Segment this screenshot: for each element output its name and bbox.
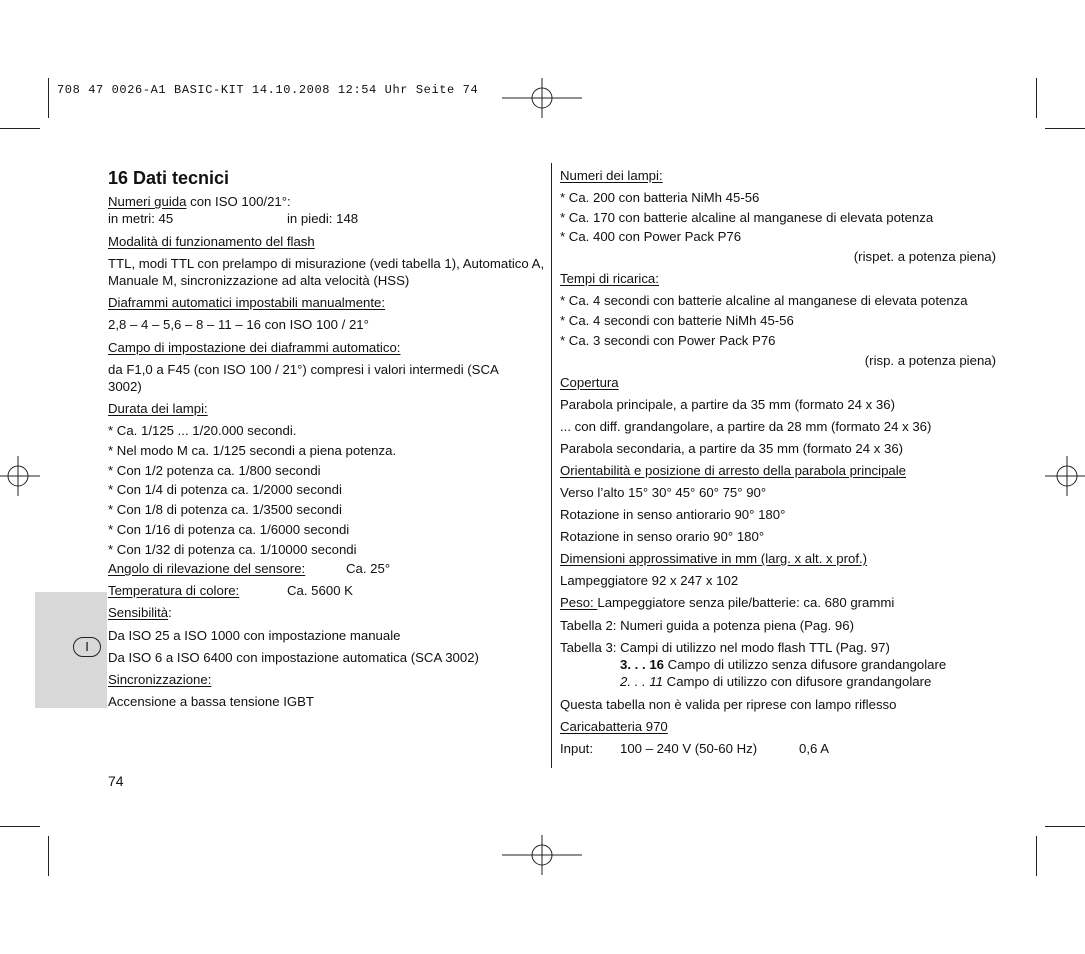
coverage-3: Parabola secondaria, a partire da 35 mm (formato 24 x 36) bbox=[560, 441, 904, 456]
guide-number-line bbox=[108, 194, 291, 210]
duration-heading: Durata dei lampi: bbox=[108, 401, 208, 416]
guide-number-label: Numeri guida bbox=[108, 194, 187, 209]
range-b-number: 2. . . 11 bbox=[620, 674, 664, 689]
range-a-text: Campo di utilizzo senza difusore grandangolare bbox=[664, 657, 947, 672]
registration-mark-top bbox=[502, 78, 582, 118]
aperture-range-2: 3002) bbox=[108, 379, 142, 394]
page-number: 74 bbox=[108, 773, 124, 789]
flash-count-item: * Ca. 400 con Power Pack P76 bbox=[560, 229, 742, 244]
modes-text-2: Manuale M, sincronizzazione ad alta velocità (HSS) bbox=[108, 273, 410, 288]
duration-item: * Nel modo M ca. 1/125 secondi a piena potenza. bbox=[108, 443, 397, 458]
sensitivity-label: Sensibilità bbox=[108, 605, 169, 620]
guide-feet: in piedi: 148 bbox=[287, 211, 359, 226]
recycle-item: * Ca. 4 secondi con batterie NiMh 45-56 bbox=[560, 313, 794, 328]
input-amperage: 0,6 A bbox=[799, 741, 830, 756]
bounce-note: Questa tabella non è valida per riprese con lampo riflesso bbox=[560, 697, 897, 712]
registration-mark-right bbox=[1045, 456, 1085, 496]
recycle-item: * Ca. 4 secondi con batterie alcaline al manganese di elevata potenza bbox=[560, 293, 968, 308]
input-value: 100 – 240 V (50-60 Hz) bbox=[620, 741, 758, 756]
coverage-2: ... con diff. grandangolare, a partire da 28 mm (formato 24 x 36) bbox=[560, 419, 932, 434]
weight-value: Lampeggiatore senza pile/batterie: ca. 680 grammi bbox=[597, 595, 895, 610]
language-badge: I bbox=[73, 637, 101, 657]
registration-mark-left bbox=[0, 456, 40, 496]
table-2-ref: Tabella 2: Numeri guida a potenza piena (Pag. 96) bbox=[560, 618, 854, 633]
registration-mark-bottom bbox=[502, 835, 582, 875]
page-title: 16 Dati tecnici bbox=[108, 168, 230, 188]
duration-item: * Con 1/8 di potenza ca. 1/3500 secondi bbox=[108, 502, 342, 517]
column-divider bbox=[551, 163, 552, 768]
modes-heading: Modalità di funzionamento del flash bbox=[108, 234, 315, 249]
table-3-range-b bbox=[620, 674, 931, 690]
sensor-angle-value: Ca. 25° bbox=[346, 561, 391, 576]
weight-line bbox=[560, 595, 894, 611]
dimensions-heading: Dimensioni approssimative in mm (larg. x alt. x prof.) bbox=[560, 551, 868, 566]
recycle-heading: Tempi di ricarica: bbox=[560, 271, 659, 286]
dimensions-value: Lampeggiatore 92 x 247 x 102 bbox=[560, 573, 739, 588]
crop-mark bbox=[1045, 826, 1085, 827]
aperture-range-heading: Campo di impostazione dei diaframmi automatico: bbox=[108, 340, 401, 355]
sensitivity-2: Da ISO 6 a ISO 6400 con impostazione automatica (SCA 3002) bbox=[108, 650, 479, 665]
orientation-3: Rotazione in senso orario 90° 180° bbox=[560, 529, 765, 544]
flash-count-item: * Ca. 200 con batteria NiMh 45-56 bbox=[560, 190, 760, 205]
weight-label: Peso: bbox=[560, 595, 598, 610]
charger-heading: Caricabatteria 970 bbox=[560, 719, 668, 734]
guide-meters: in metri: 45 bbox=[108, 211, 174, 226]
sensitivity-colon: : bbox=[168, 605, 172, 620]
input-label: Input: bbox=[560, 741, 593, 756]
color-temp-value: Ca. 5600 K bbox=[287, 583, 353, 598]
range-a-number: 3. . . 16 bbox=[620, 657, 664, 672]
coverage-heading: Copertura bbox=[560, 375, 619, 390]
coverage-1: Parabola principale, a partire da 35 mm (formato 24 x 36) bbox=[560, 397, 895, 412]
sync-value: Accensione a bassa tensione IGBT bbox=[108, 694, 314, 709]
flash-count-item: * Ca. 170 con batterie alcaline al manganese di elevata potenza bbox=[560, 210, 934, 225]
duration-item: * Con 1/2 potenza ca. 1/800 secondi bbox=[108, 463, 321, 478]
sync-heading: Sincronizzazione: bbox=[108, 672, 212, 687]
range-b-text: Campo di utilizzo con difusore grandangolare bbox=[663, 674, 932, 689]
guide-number-rest: con ISO 100/21°: bbox=[186, 194, 291, 209]
table-3-range-a bbox=[620, 657, 946, 673]
recycle-note: (risp. a potenza piena) bbox=[864, 353, 996, 368]
aperture-heading: Diaframmi automatici impostabili manualmente: bbox=[108, 295, 386, 310]
crop-mark bbox=[1036, 78, 1037, 118]
sensitivity-heading-line bbox=[108, 605, 172, 621]
sensitivity-1: Da ISO 25 a ISO 1000 con impostazione manuale bbox=[108, 628, 401, 643]
crop-mark bbox=[0, 128, 40, 129]
table-3-ref: Tabella 3: Campi di utilizzo nel modo flash TTL (Pag. 97) bbox=[560, 640, 890, 655]
color-temp-label: Temperatura di colore: bbox=[108, 583, 240, 598]
duration-item: * Con 1/4 di potenza ca. 1/2000 secondi bbox=[108, 482, 342, 497]
print-slug: 708 47 0026-A1 BASIC-KIT 14.10.2008 12:54 Uhr Seite 74 bbox=[57, 83, 479, 97]
crop-mark bbox=[48, 78, 49, 118]
flash-count-note: (rispet. a potenza piena) bbox=[853, 249, 996, 264]
crop-mark bbox=[1045, 128, 1085, 129]
duration-item: * Con 1/16 di potenza ca. 1/6000 secondi bbox=[108, 522, 350, 537]
crop-mark bbox=[0, 826, 40, 827]
orientation-heading: Orientabilità e posizione di arresto della parabola principale bbox=[560, 463, 907, 478]
sensor-angle-label: Angolo di rilevazione del sensore: bbox=[108, 561, 306, 576]
crop-mark bbox=[48, 836, 49, 876]
aperture-range-1: da F1,0 a F45 (con ISO 100 / 21°) compresi i valori intermedi (SCA bbox=[108, 362, 499, 377]
duration-item: * Ca. 1/125 ... 1/20.000 secondi. bbox=[108, 423, 297, 438]
duration-item: * Con 1/32 di potenza ca. 1/10000 secondi bbox=[108, 542, 357, 557]
flash-count-heading: Numeri dei lampi: bbox=[560, 168, 663, 183]
crop-mark bbox=[1036, 836, 1037, 876]
orientation-1: Verso l’alto 15° 30° 45° 60° 75° 90° bbox=[560, 485, 767, 500]
recycle-item: * Ca. 3 secondi con Power Pack P76 bbox=[560, 333, 776, 348]
aperture-values: 2,8 – 4 – 5,6 – 8 – 11 – 16 con ISO 100 / 21° bbox=[108, 317, 369, 332]
orientation-2: Rotazione in senso antiorario 90° 180° bbox=[560, 507, 786, 522]
modes-text-1: TTL, modi TTL con prelampo di misurazione (vedi tabella 1), Automatico A, bbox=[108, 256, 545, 271]
